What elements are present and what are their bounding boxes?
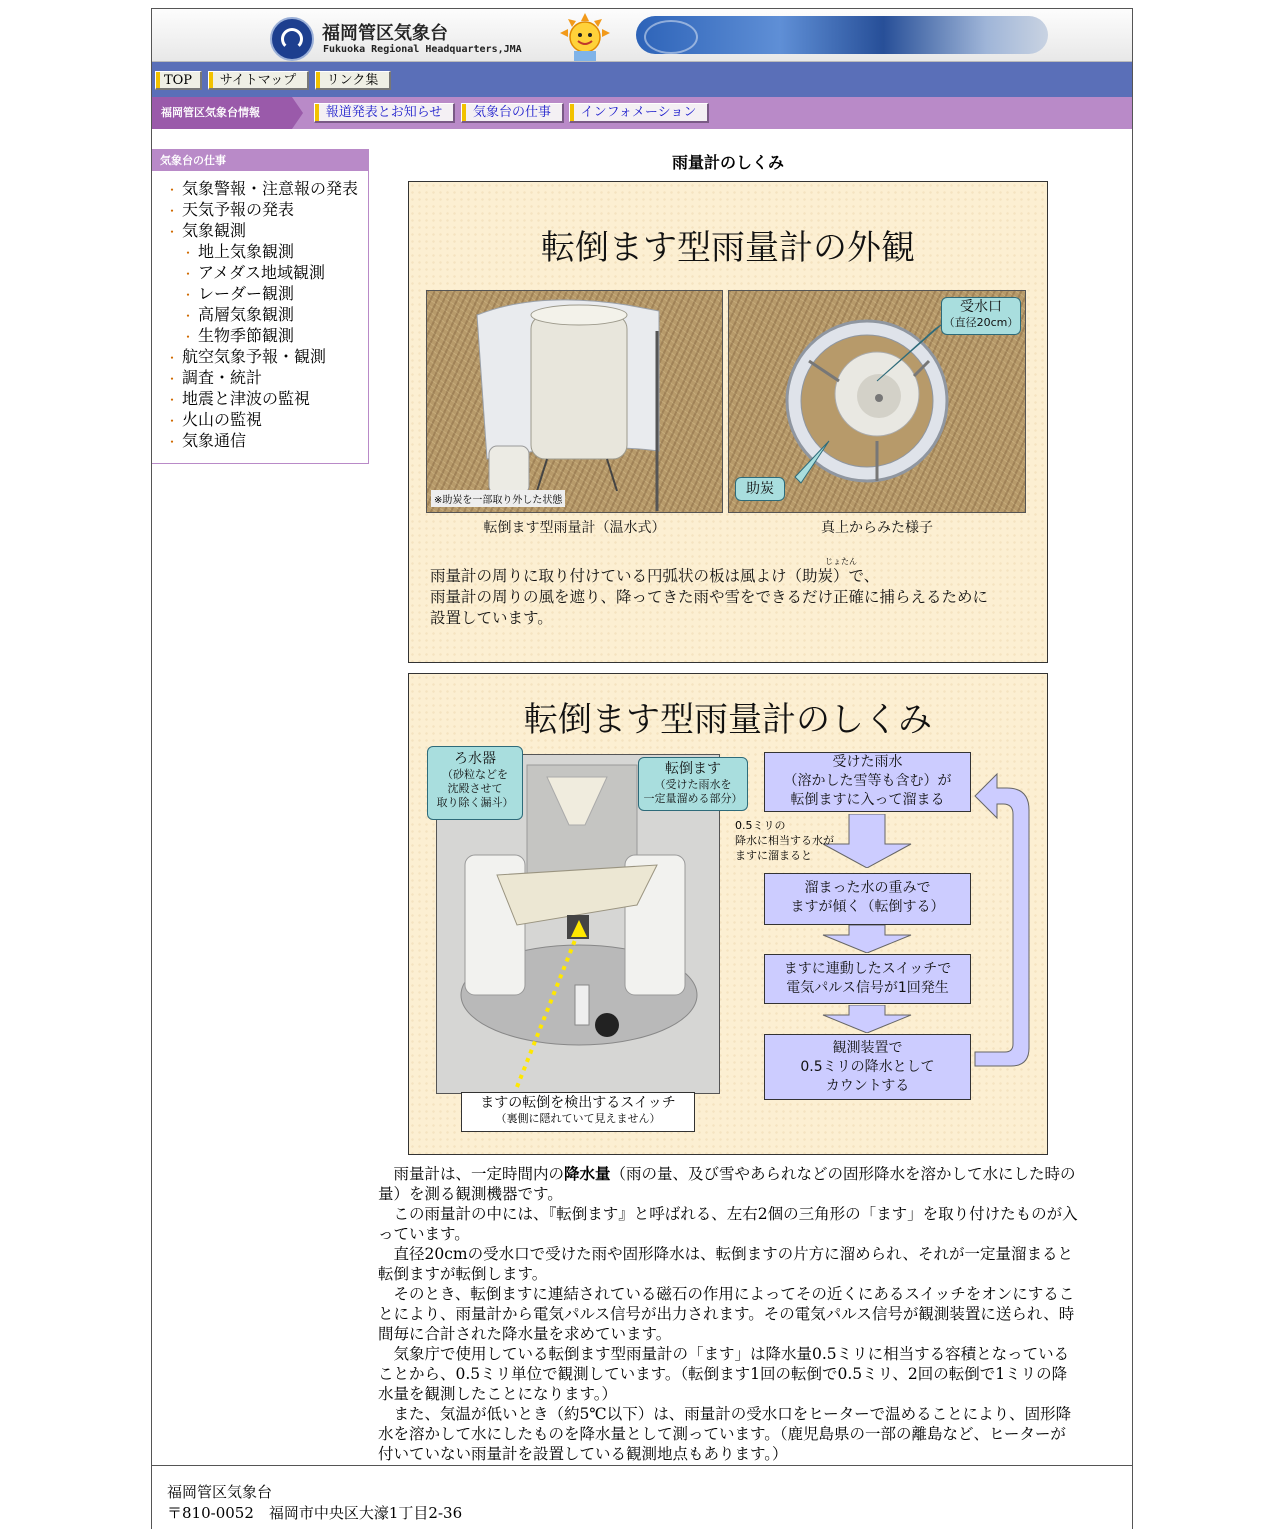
flow-loop-arrow-icon <box>971 766 1037 1082</box>
sidebar-menu <box>152 179 368 452</box>
rain-gauge-photo <box>426 290 723 513</box>
footer-org: 福岡管区気象台 <box>167 1483 273 1501</box>
sidebar-item-radar[interactable]: ・ レーダー観測 <box>182 284 295 303</box>
site-name-english: Fukuoka Regional Headquarters,JMA <box>323 44 522 55</box>
subnav-press-release[interactable]: 報道発表とお知らせ <box>314 103 455 123</box>
sidebar-item-surface[interactable]: ・ 地上気象観測 <box>182 242 295 261</box>
photo-note: ※助炭を一部取り外した状態 <box>431 490 565 507</box>
sidebar-item-upper-air[interactable]: ・ 高層気象観測 <box>182 305 295 324</box>
sidebar-item-forecast[interactable]: ・ 天気予報の発表 <box>166 200 295 219</box>
paragraph-3: 直径20cmの受水口で受けた雨や固形降水は、転倒ますの片方に溜められ、それが一定量溜まると転倒ますが転倒します。 <box>378 1245 1074 1283</box>
photo2-caption: 真上からみた様子 <box>821 520 933 536</box>
jma-logo-icon[interactable] <box>270 17 314 61</box>
slide1-title: 転倒ます型雨量計の外観 <box>541 228 915 268</box>
page-title: 雨量計のしくみ <box>671 153 784 172</box>
flow-arrow-2-icon <box>819 925 915 953</box>
paragraph-2: この雨量計の中には、『転倒ます』と呼ばれる、左右2個の三角形の「ます」を取り付けたものが入っています。 <box>378 1205 1078 1243</box>
sidebar-item-statistics[interactable]: ・ 調査・統計 <box>166 368 263 387</box>
sidebar <box>152 149 369 464</box>
callout-funnel: ろ水器 （砂粒などを 沈殿させて 取り除く漏斗） <box>427 746 523 820</box>
photo1-caption: 転倒ます型雨量計（温水式） <box>483 520 666 536</box>
paragraph-1: 雨量計は、一定時間内の降水量（雨の量、及び雪やあられなどの固形降水を溶かして水にした時の量）を測る観測機器です。 <box>378 1164 1076 1203</box>
site-header <box>152 9 1132 62</box>
footer <box>152 1465 1132 1530</box>
slide2-title: 転倒ます型雨量計のしくみ <box>524 700 932 740</box>
explanation-text <box>378 1164 1078 1464</box>
subnav-information[interactable]: インフォメーション <box>569 103 709 123</box>
flow-step-3: ますに連動したスイッチで 電気パルス信号が1回発生 <box>764 954 971 1004</box>
sidebar-item-earthquake[interactable]: ・ 地震と津波の監視 <box>166 389 311 408</box>
callout-wind-shield: 助炭 <box>735 477 785 501</box>
subnav-work[interactable]: 気象台の仕事 <box>461 103 564 123</box>
subnav-arrow-icon <box>292 97 303 129</box>
slide1-description: 雨量計の周りに取り付けている円弧状の板は風よけ（助炭）で、 雨量計の周りの風を遮り、降ってきた雨や雪をできるだけ正確に捕らえるために 設置しています。 <box>430 567 989 627</box>
paragraph-6: また、気温が低いとき（約5℃以下）は、雨量計の受水口をヒーターで温めることにより、固形降水を溶かして水にしたものを降水量として測っています。（鹿児島県の一部の離島など、ヒーターが付いていない雨量計を設置している観測地点もあります。） <box>378 1405 1072 1463</box>
flow-step-4: 観測装置で 0.5ミリの降水として カウントする <box>764 1034 971 1100</box>
top-nav <box>152 62 1132 97</box>
rain-gauge-drawing <box>427 291 723 513</box>
sidebar-item-phenology[interactable]: ・ 生物季節観測 <box>182 326 295 345</box>
sidebar-item-telecom[interactable]: ・ 気象通信 <box>166 431 247 450</box>
flow-note: 0.5ミリの 降水に相当する水が ますに溜まると <box>735 819 834 862</box>
sidebar-item-volcano[interactable]: ・ 火山の監視 <box>166 410 263 429</box>
ruby-text: じょたん <box>825 557 857 566</box>
slide-mechanism <box>408 673 1048 1155</box>
header-banner <box>636 16 1048 54</box>
paragraph-5: 気象庁で使用している転倒ます型雨量計の「ます」は降水量0.5ミリに相当する容積となっていることから、0.5ミリ単位で観測しています。（転倒ます1回の転倒で0.5ミリ、2回の転倒で1ミリの降水量を観測したことになります。） <box>378 1345 1070 1403</box>
footer-address: 〒810-0052 福岡市中央区大濠1丁目2-36 <box>167 1504 463 1522</box>
callout-switch: ますの転倒を検出するスイッチ （裏側に隠れていて見えません） <box>461 1092 695 1132</box>
slide-appearance <box>408 181 1048 663</box>
sidebar-item-warnings[interactable]: ・ 気象警報・注意報の発表 <box>166 179 359 198</box>
sidebar-item-observation[interactable]: ・ 気象観測 <box>166 221 247 240</box>
nav-sitemap[interactable]: サイトマップ <box>208 71 309 90</box>
flow-step-2: 溜まった水の重みで ますが傾く（転倒する） <box>764 873 971 925</box>
page-container <box>151 8 1133 1529</box>
sidebar-item-aviation[interactable]: ・ 航空気象予報・観測 <box>166 347 327 366</box>
callout-tipping-bucket: 転倒ます （受けた雨水を 一定量溜める部分） <box>638 757 748 811</box>
sidebar-item-amedas[interactable]: ・ アメダス地域観測 <box>182 263 326 282</box>
site-name: 福岡管区気象台 <box>322 23 448 44</box>
callout-inlet: 受水口 （直径20cm） <box>941 297 1021 335</box>
nav-top[interactable]: TOP <box>155 71 202 90</box>
nav-links[interactable]: リンク集 <box>315 71 391 90</box>
mascot-icon <box>554 13 616 61</box>
top-view-photo <box>728 290 1026 513</box>
subnav-title: 福岡管区気象台情報 <box>152 97 292 129</box>
flow-arrow-3-icon <box>819 1005 915 1033</box>
paragraph-4: そのとき、転倒ますに連結されている磁石の作用によってその近くにあるスイッチをオンにすることにより、雨量計から電気パルス信号が出力されます。その電気パルス信号が観測装置に送られ、時間毎に合計された降水量を求めています。 <box>378 1285 1075 1343</box>
flow-step-1: 受けた雨水 （溶かした雪等も含む）が 転倒ますに入って溜まる <box>764 752 971 812</box>
sub-nav <box>152 97 1132 129</box>
sidebar-heading: 気象台の仕事 <box>152 150 368 171</box>
